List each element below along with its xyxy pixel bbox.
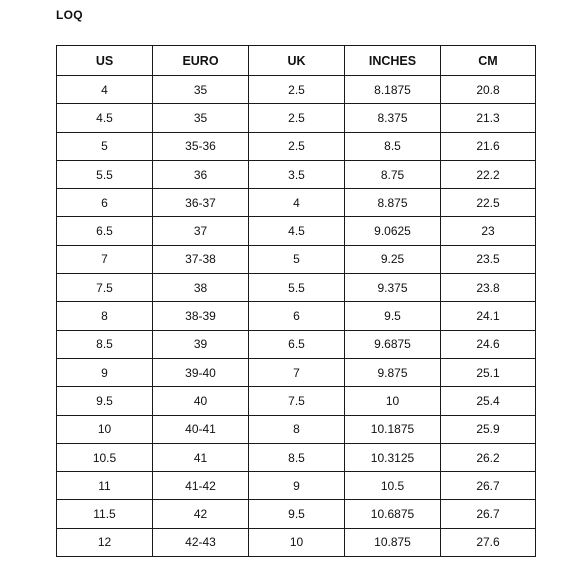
table-row (57, 330, 536, 358)
cell-inches: 9.6875 (345, 330, 441, 358)
table-row (57, 274, 536, 302)
cell-uk: 2.5 (249, 104, 345, 132)
cell-cm: 25.1 (441, 358, 536, 386)
cell-cm: 22.5 (441, 189, 536, 217)
cell-inches: 8.875 (345, 189, 441, 217)
cell-euro: 35 (153, 104, 249, 132)
cell-euro: 36 (153, 160, 249, 188)
cell-uk: 6 (249, 302, 345, 330)
table-row (57, 245, 536, 273)
cell-uk: 10 (249, 528, 345, 556)
cell-inches: 10 (345, 387, 441, 415)
cell-euro: 35 (153, 76, 249, 104)
table-row (57, 104, 536, 132)
table-row (57, 302, 536, 330)
cell-inches: 8.5 (345, 132, 441, 160)
cell-euro: 37 (153, 217, 249, 245)
cell-euro: 41-42 (153, 472, 249, 500)
table-row (57, 160, 536, 188)
cell-uk: 5 (249, 245, 345, 273)
table-row (57, 500, 536, 528)
cell-euro: 36-37 (153, 189, 249, 217)
cell-euro: 42-43 (153, 528, 249, 556)
table-row (57, 189, 536, 217)
cell-inches: 9.875 (345, 358, 441, 386)
cell-inches: 9.0625 (345, 217, 441, 245)
cell-cm: 22.2 (441, 160, 536, 188)
header-us: US (57, 46, 153, 76)
table-row (57, 76, 536, 104)
cell-inches: 10.1875 (345, 415, 441, 443)
table-row (57, 528, 536, 556)
cell-us: 7.5 (57, 274, 153, 302)
cell-euro: 38 (153, 274, 249, 302)
header-euro: EURO (153, 46, 249, 76)
cell-uk: 9 (249, 472, 345, 500)
cell-cm: 24.6 (441, 330, 536, 358)
table-row (57, 387, 536, 415)
cell-us: 9 (57, 358, 153, 386)
cell-us: 11 (57, 472, 153, 500)
cell-us: 11.5 (57, 500, 153, 528)
cell-inches: 8.75 (345, 160, 441, 188)
header-inches: INCHES (345, 46, 441, 76)
cell-inches: 10.875 (345, 528, 441, 556)
cell-us: 9.5 (57, 387, 153, 415)
cell-uk: 5.5 (249, 274, 345, 302)
table-row (57, 132, 536, 160)
cell-euro: 39-40 (153, 358, 249, 386)
cell-cm: 26.2 (441, 443, 536, 471)
cell-inches: 9.25 (345, 245, 441, 273)
cell-inches: 8.375 (345, 104, 441, 132)
table-row (57, 358, 536, 386)
cell-us: 10.5 (57, 443, 153, 471)
cell-inches: 10.5 (345, 472, 441, 500)
header-row (57, 46, 536, 76)
table-row (57, 443, 536, 471)
cell-cm: 26.7 (441, 500, 536, 528)
cell-inches: 9.5 (345, 302, 441, 330)
cell-uk: 8.5 (249, 443, 345, 471)
table-row (57, 415, 536, 443)
cell-euro: 39 (153, 330, 249, 358)
cell-cm: 21.6 (441, 132, 536, 160)
cell-cm: 23.5 (441, 245, 536, 273)
cell-uk: 4.5 (249, 217, 345, 245)
header-cm: CM (441, 46, 536, 76)
cell-uk: 3.5 (249, 160, 345, 188)
cell-us: 5.5 (57, 160, 153, 188)
cell-euro: 40-41 (153, 415, 249, 443)
cell-euro: 35-36 (153, 132, 249, 160)
cell-uk: 9.5 (249, 500, 345, 528)
cell-cm: 25.4 (441, 387, 536, 415)
cell-us: 5 (57, 132, 153, 160)
size-chart-header (57, 46, 536, 76)
cell-euro: 38-39 (153, 302, 249, 330)
cell-cm: 24.1 (441, 302, 536, 330)
cell-euro: 37-38 (153, 245, 249, 273)
table-row (57, 217, 536, 245)
cell-cm: 21.3 (441, 104, 536, 132)
cell-cm: 25.9 (441, 415, 536, 443)
cell-us: 4.5 (57, 104, 153, 132)
cell-us: 7 (57, 245, 153, 273)
cell-uk: 7 (249, 358, 345, 386)
cell-euro: 41 (153, 443, 249, 471)
cell-euro: 40 (153, 387, 249, 415)
brand-title: LOQ (56, 8, 83, 22)
table-row (57, 472, 536, 500)
cell-cm: 26.7 (441, 472, 536, 500)
cell-inches: 10.6875 (345, 500, 441, 528)
cell-cm: 23.8 (441, 274, 536, 302)
cell-inches: 9.375 (345, 274, 441, 302)
cell-cm: 27.6 (441, 528, 536, 556)
size-chart-table (56, 45, 536, 557)
cell-inches: 10.3125 (345, 443, 441, 471)
cell-euro: 42 (153, 500, 249, 528)
cell-uk: 2.5 (249, 132, 345, 160)
cell-us: 6 (57, 189, 153, 217)
size-chart-body (57, 76, 536, 557)
cell-uk: 8 (249, 415, 345, 443)
cell-us: 8.5 (57, 330, 153, 358)
cell-uk: 2.5 (249, 76, 345, 104)
cell-uk: 6.5 (249, 330, 345, 358)
cell-cm: 23 (441, 217, 536, 245)
cell-inches: 8.1875 (345, 76, 441, 104)
cell-us: 4 (57, 76, 153, 104)
cell-cm: 20.8 (441, 76, 536, 104)
cell-us: 10 (57, 415, 153, 443)
cell-us: 6.5 (57, 217, 153, 245)
cell-us: 8 (57, 302, 153, 330)
cell-uk: 4 (249, 189, 345, 217)
header-uk: UK (249, 46, 345, 76)
cell-us: 12 (57, 528, 153, 556)
cell-uk: 7.5 (249, 387, 345, 415)
